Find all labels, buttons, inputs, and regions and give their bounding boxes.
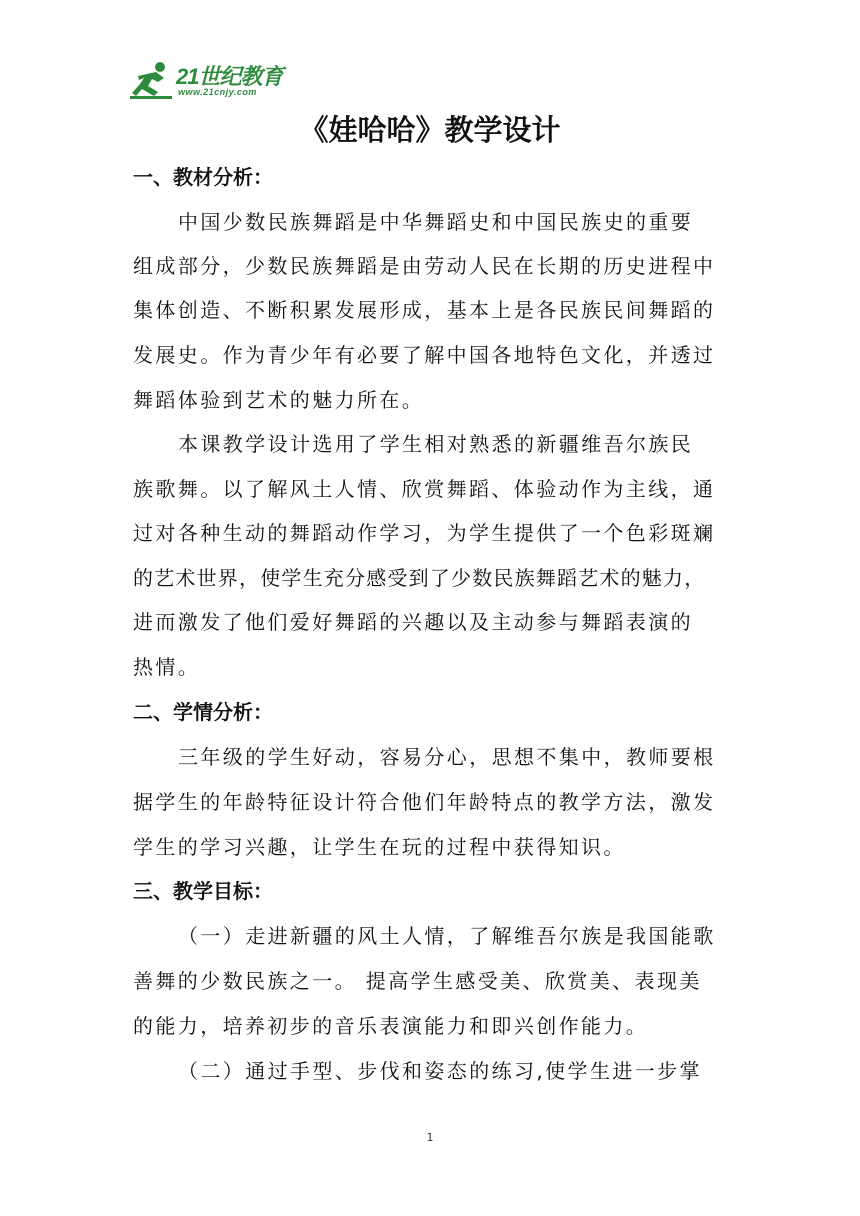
paragraph-line: 发展史。作为青少年有必要了解中国各地特色文化，并透过 bbox=[133, 343, 716, 367]
paragraph-line: 学生的学习兴趣，让学生在玩的过程中获得知识。 bbox=[133, 835, 626, 859]
paragraph-line: （一）走进新疆的风土人情，了解维吾尔族是我国能歌 bbox=[178, 924, 716, 948]
logo-url: www.21cnjy.com bbox=[178, 87, 257, 97]
paragraph-line: 集体创造、不断积累发展形成，基本上是各民族民间舞蹈的 bbox=[133, 298, 716, 322]
paragraph-line: 三年级的学生好动，容易分心，思想不集中，教师要根 bbox=[178, 745, 716, 769]
site-logo bbox=[130, 58, 310, 104]
paragraph-line: 进而激发了他们爱好舞蹈的兴趣以及主动参与舞蹈表演的 bbox=[133, 610, 693, 634]
paragraph-line: 舞蹈体验到艺术的魅力所在。 bbox=[133, 388, 425, 412]
paragraph-line: 据学生的年龄特征设计符合他们年龄特点的教学方法，激发 bbox=[133, 790, 716, 814]
paragraph-line: （二）通过手型、步伐和姿态的练习,使学生进一步掌 bbox=[178, 1059, 702, 1083]
document-title: 《娃哈哈》教学设计 bbox=[299, 113, 561, 147]
page-number: 1 bbox=[426, 1131, 434, 1144]
paragraph-line: 善舞的少数民族之一。 提高学生感受美、欣赏美、表现美 bbox=[133, 969, 702, 993]
runner-icon bbox=[130, 60, 174, 100]
section-heading: 一、教材分析： bbox=[133, 165, 273, 189]
paragraph-line: 的能力，培养初步的音乐表演能力和即兴创作能力。 bbox=[133, 1014, 649, 1038]
section-heading: 三、教学目标： bbox=[133, 879, 273, 903]
section-heading: 二、学情分析： bbox=[133, 700, 273, 724]
paragraph-line: 热情。 bbox=[133, 655, 201, 679]
paragraph-line: 族歌舞。以了解风土人情、欣赏舞蹈、体验动作为主线，通 bbox=[133, 477, 716, 501]
paragraph-line: 的艺术世界，使学生充分感受到了少数民族舞蹈艺术的魅力， bbox=[133, 566, 706, 590]
logo-text: 21世纪教育 bbox=[176, 64, 283, 89]
paragraph-line: 本课教学设计选用了学生相对熟悉的新疆维吾尔族民 bbox=[178, 432, 694, 456]
paragraph-line: 组成部分，少数民族舞蹈是由劳动人民在长期的历史进程中 bbox=[133, 254, 716, 278]
paragraph-line: 过对各种生动的舞蹈动作学习，为学生提供了一个色彩斑斓 bbox=[133, 521, 716, 545]
paragraph-line: 中国少数民族舞蹈是中华舞蹈史和中国民族史的重要 bbox=[178, 210, 694, 234]
